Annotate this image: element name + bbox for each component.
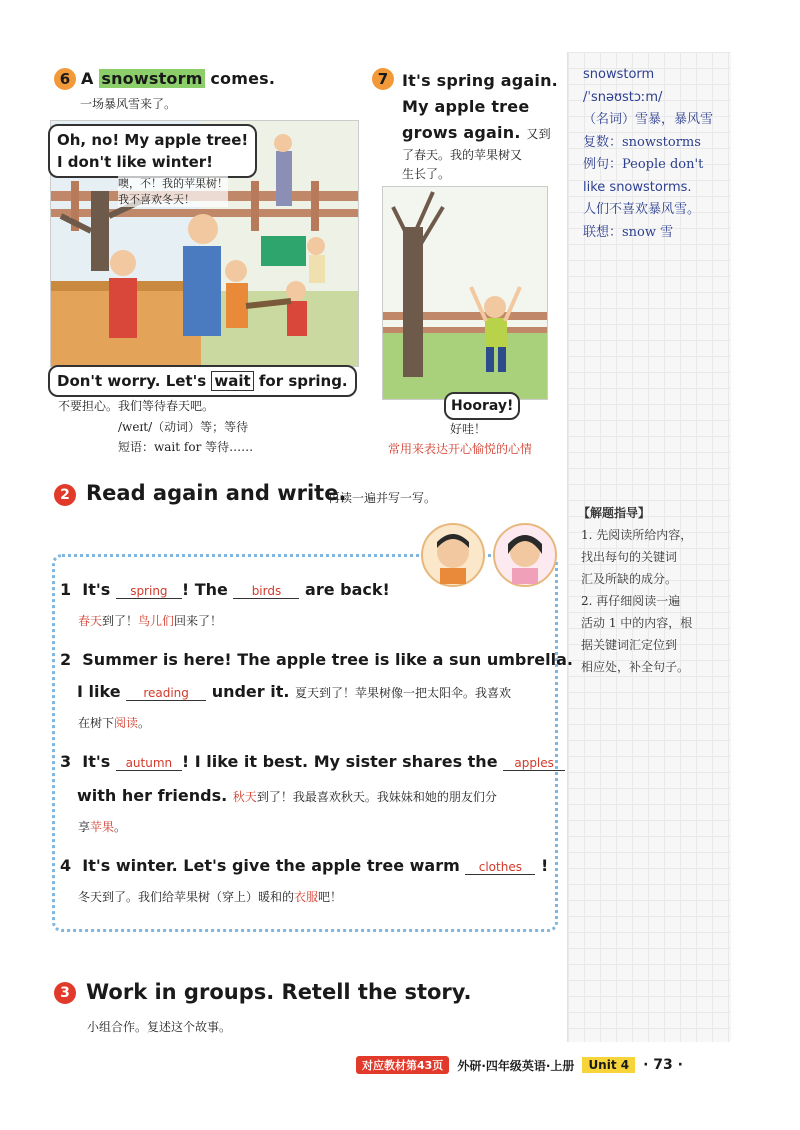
unit-tag: Unit 4 [582,1057,635,1073]
speech-bubble-top-cn: 噢，不！我的苹果树！ 我不喜欢冬天！ [118,177,228,206]
book-title: 外研·四年级英语·上册 [457,1058,575,1073]
section-2-badge: 2 [54,484,76,506]
tips-line: 相应处，补全句子。 [581,660,690,674]
question-2-line2: I like reading under it. 夏天到了！苹果树像一把太阳伞。我喜欢 [77,682,512,701]
answer-blank[interactable]: spring [116,584,182,599]
footer [356,1056,683,1074]
speech-bubble-top: Oh, no! My apple tree! I don't like winter! [48,124,257,178]
tips-line: 1. 先阅读所给内容， [581,528,693,542]
kids-avatars [420,522,560,588]
question-4-cn: 冬天到了。我们给苹果树（穿上）暖和的衣服吧！ [78,890,343,904]
question-1-cn: 春天到了！鸟儿们回来了！ [78,614,223,628]
panel-7-number: 7 [372,68,394,90]
hooray-bubble: Hooray! [444,392,520,420]
wait-note-phonetic: /weɪt/（动词）等；等待 [118,420,249,434]
exercise-box [52,554,558,932]
tips-list [581,524,692,678]
panel-6-title-cn: 一场暴风雪来了。 [80,97,177,111]
textbook-page-tag: 对应教材第43页 [356,1056,449,1074]
tips-line: 据关键词汇定位到 [581,638,678,652]
panel-7-illustration [382,186,548,400]
vocab-word: snowstorm [583,67,655,82]
tips-title: 【解题指导】 [578,506,651,520]
vocab-note: snowstorm /ˈsnəʊstɔːm/ （名词）雪暴，暴风雪 复数：snowstorms 例句：People don't like snowstorms. 人们不喜欢暴风雪。 联想：snow 雪 [583,64,713,244]
vocab-phonetic: /ˈsnəʊstɔːm/ [583,89,663,105]
snowstorm-highlight: snowstorm [101,69,203,88]
page-number: · 73 · [643,1057,683,1073]
wait-boxed-word: wait [211,371,253,391]
panel-6-title: A snowstorm comes. [81,69,276,88]
answer-blank[interactable]: autumn [116,756,182,771]
panel-7-text: It's spring again. My apple tree grows again. 又到 [402,71,558,142]
panel-7-cn: 了春天。我的苹果树又 生长了。 [402,148,523,181]
question-1: 1 It's spring ! The birds are back! [60,580,390,599]
section-2-title-cn: 再读一遍并写一写。 [328,491,437,505]
answer-blank[interactable]: apples [503,756,565,771]
question-3-line2: with her friends. 秋天到了！我最喜欢秋天。我妹妹和她的朋友们分 [77,786,497,805]
question-2-line1: 2 Summer is here! The apple tree is like a sun umbrella. [60,650,573,669]
tips-line: 活动 1 中的内容，根 [581,616,693,630]
question-4: 4 It's winter. Let's give the apple tree warm clothes ! [60,856,549,875]
tips-line: 2. 再仔细阅读一遍 [581,594,681,608]
tips-line: 汇及所缺的成分。 [581,572,678,586]
hooray-note: 常用来表达开心愉悦的心情 [388,442,533,456]
panel-6-number: 6 [54,68,76,90]
speech-bubble-bottom-cn: 不要担心。我们等待春天吧。 [58,399,215,413]
section-3-title: Work in groups. Retell the story. [86,980,472,1004]
question-3-cn: 享苹果。 [78,820,127,834]
section-3-title-cn: 小组合作。复述这个故事。 [87,1020,232,1034]
answer-blank[interactable]: birds [233,584,299,599]
wait-note-phrase: 短语：wait for 等待…… [118,440,254,454]
section-2-title: Read again and write. [86,481,347,505]
question-3-line1: 3 It's autumn ! I like it best. My sister shares the apples [60,752,565,771]
answer-blank[interactable]: reading [126,686,206,701]
answer-blank[interactable]: clothes [465,860,535,875]
speech-bubble-bottom: Don't worry. Let's wait for spring. [48,365,357,397]
tips-line: 找出每句的关键词 [581,550,678,564]
section-3-badge: 3 [54,982,76,1004]
question-2-cn: 在树下阅读。 [78,716,151,730]
hooray-cn: 好哇！ [450,422,487,436]
